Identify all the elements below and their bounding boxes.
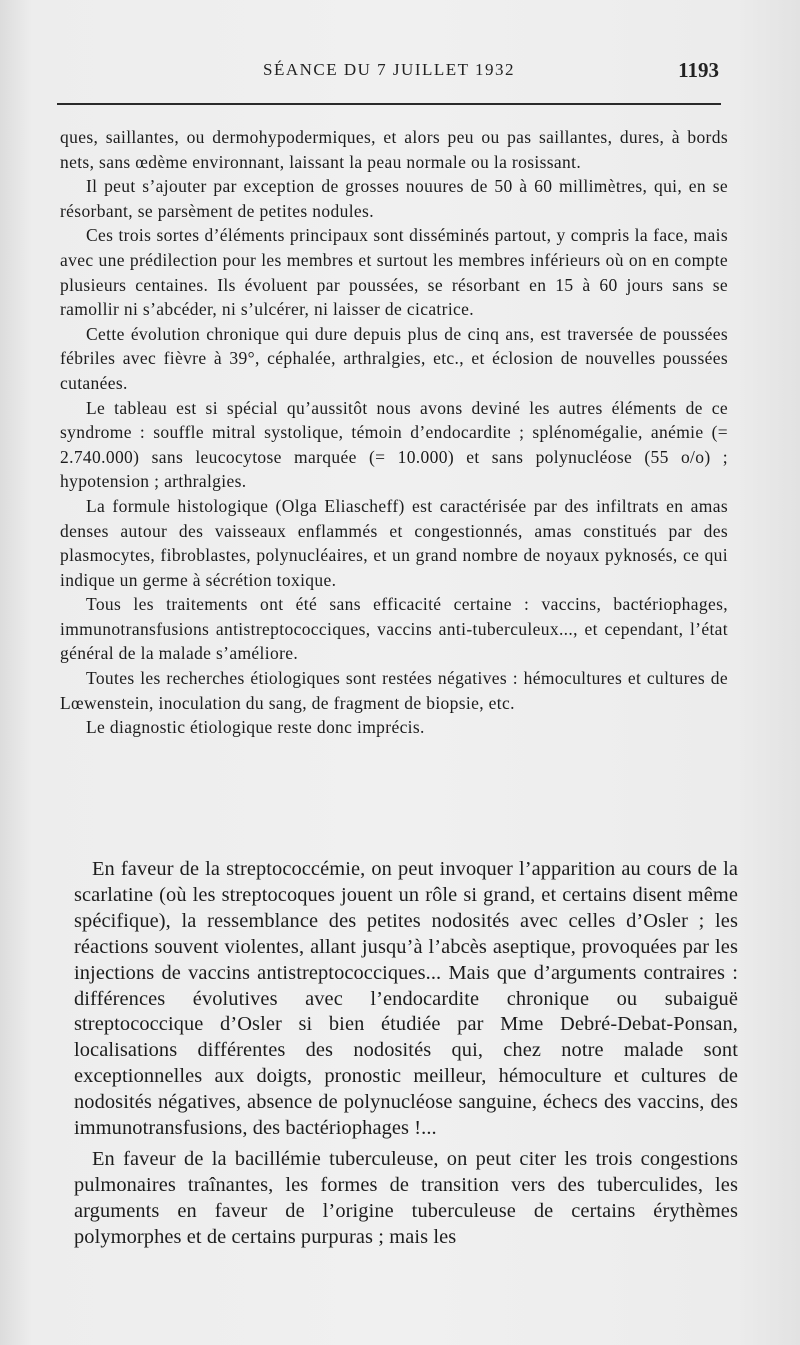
paragraph: Tous les traitements ont été sans efficacité certaine : vaccins, bactériophages, immunotransfusions antistreptococciques, vaccins anti-tuberculeux..., et cependant, l’état général de la malade s’améliore. [60, 594, 728, 664]
paragraph: Cette évolution chronique qui dure depuis plus de cinq ans, est traversée de poussées fébriles avec fièvre à 39°, céphalée, arthralgies, etc., et éclosion de nouvelles poussées cutanées. [60, 323, 728, 393]
case-report-text [60, 125, 728, 740]
paragraph: En faveur de la streptococcémie, on peut invoquer l’apparition au cours de la scarlatine (où les streptocoques jouent un rôle si grand, et certains disent même spécifique), la ressemblance des petites nodosités avec celles d’Osler ; les réactions souvent violentes, allant jusqu’à l’abcès aseptique, provoquées par les injections de vaccins antistreptococciques... Mais que d’arguments contraires : différences évolutives avec l’endocardite chronique ou subaiguë streptococcique d’Osler si bien étudiée par Mme Debré-Debat-Ponsan, localisations différentes des nodosités qui, chez notre malade sont exceptionnelles aux doigts, pronostic meilleur, hémoculture et cultures de nodosités négatives, absence de polynucléose sanguine, échecs des vaccins, des immunotransfusions, des bactériophages !... [74, 858, 738, 1140]
paragraph: Toutes les recherches étiologiques sont restées négatives : hémocultures et cultures de Lœwenstein, inoculation du sang, de fragment de biopsie, etc. [60, 668, 728, 713]
paragraph: La formule histologique (Olga Eliascheff) est caractérisée par des infiltrats en amas denses autour des vaisseaux enflammés et congestionnés, amas constitués par des plasmocytes, fibroblastes, polynucléaires, et un grand nombre de noyaux pyknosés, ce qui indique un germe à sécrétion toxique. [60, 495, 728, 590]
header-rule [57, 103, 721, 105]
page-header [55, 58, 723, 88]
page-number: 1193 [678, 58, 719, 82]
paragraph: Ces trois sortes d’éléments principaux sont disséminés partout, y compris la face, mais avec une prédilection pour les membres et surtout les membres inférieurs où on en compte plusieurs centaines. Ils évoluent par poussées, se résorbant en 15 à 60 jours sans se ramollir ni s’abcéder, ni s’ulcérer, ni laisser de cicatrice. [60, 225, 728, 320]
paragraph: En faveur de la bacillémie tuberculeuse, on peut citer les trois congestions pulmonaires traînantes, les formes de transition vers des tuberculides, les arguments en faveur de l’origine tuberculeuse de certains érythèmes polymorphes et de certains purpuras ; mais les [74, 1147, 738, 1248]
paragraph: Il peut s’ajouter par exception de grosses nouures de 50 à 60 millimètres, qui, en se résorbant, se parsèment de petites nodules. [60, 176, 728, 221]
paragraph: Le tableau est si spécial qu’aussitôt nous avons deviné les autres éléments de ce syndrome : souffle mitral systolique, témoin d’endocardite ; splénomégalie, anémie (= 2.740.000) sans leucocytose marquée (= 10.000) et sans polynucléose (55 o/o) ; hypotension ; arthralgies. [60, 397, 728, 492]
running-head: SÉANCE DU 7 JUILLET 1932 [263, 60, 515, 79]
discussion-text [74, 857, 738, 1251]
paragraph: Le diagnostic étiologique reste donc imprécis. [86, 717, 425, 738]
paragraph: ques, saillantes, ou dermohypodermiques, et alors peu ou pas saillantes, dures, à bords nets, sans œdème environnant, laissant la peau normale ou la rosissant. [60, 127, 728, 172]
